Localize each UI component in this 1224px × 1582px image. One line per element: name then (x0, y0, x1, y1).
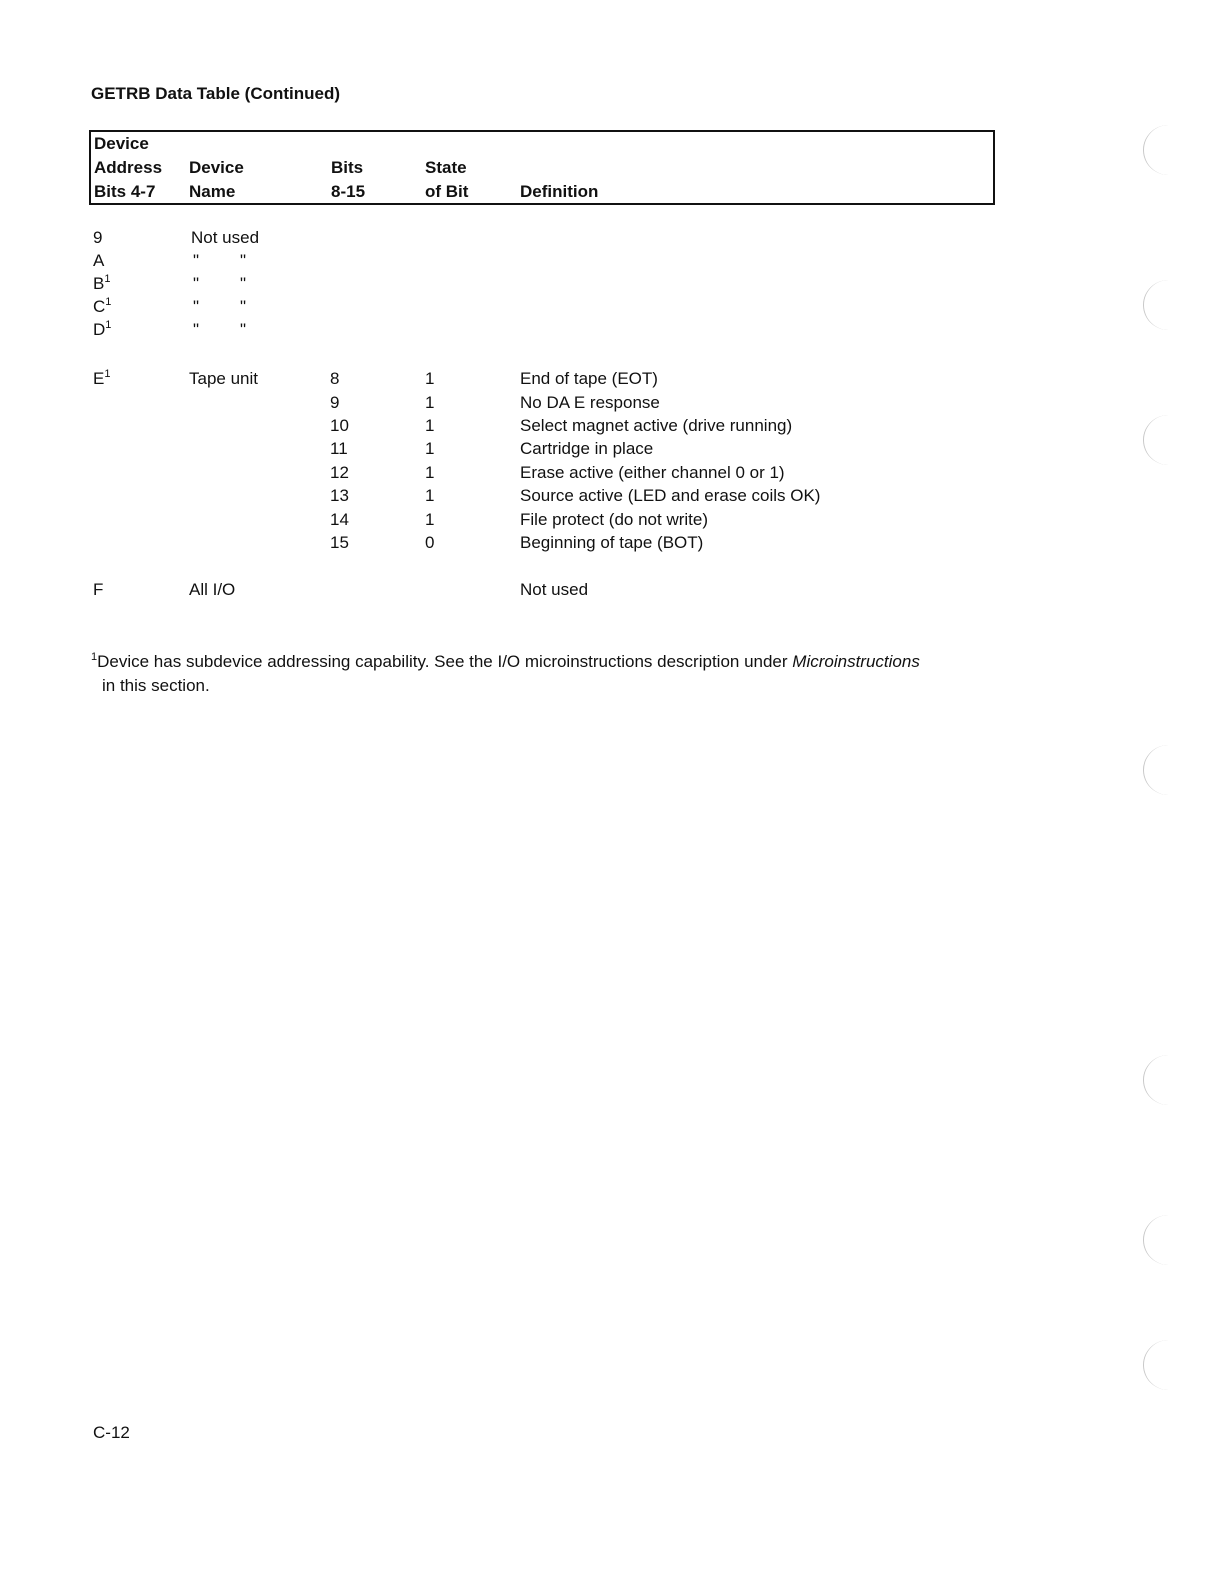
header-text: Address (94, 158, 163, 177)
table-row (0, 531, 1224, 555)
device-name: All I/O (189, 580, 236, 599)
bit-state: 0 (425, 533, 435, 552)
table-row (0, 249, 1224, 273)
bit-definition: File protect (do not write) (520, 510, 709, 529)
footnote-italic-term: Microinstructions (792, 652, 920, 671)
footnote (91, 650, 991, 698)
footnote-text: Device has subdevice addressing capability. See the I/O microinstructions description under (97, 652, 793, 671)
bit-number: 14 (330, 510, 349, 529)
device-address (93, 318, 111, 342)
binder-hole-mark (1143, 745, 1194, 795)
device-name: Tape unit (189, 369, 258, 388)
header-bits (331, 156, 365, 204)
table-row (0, 461, 1224, 485)
binder-hole-mark (1143, 280, 1194, 330)
bit-state: 1 (425, 486, 435, 505)
ditto-mark: " (193, 320, 200, 339)
bit-number: 9 (330, 393, 340, 412)
ditto-mark: " (240, 274, 247, 293)
header-text: Definition (520, 182, 599, 201)
footnote-marker: 1 (105, 319, 112, 331)
bit-state: 1 (425, 463, 435, 482)
ditto-mark: " (240, 297, 247, 316)
address-letter: B (93, 274, 105, 293)
table-title: GETRB Data Table (Continued) (91, 84, 341, 103)
bit-definition: End of tape (EOT) (520, 369, 658, 388)
table-row (0, 508, 1224, 532)
bit-number: 8 (330, 369, 340, 388)
header-device-address (94, 132, 162, 204)
table-row (0, 578, 1224, 602)
bit-state: 1 (425, 416, 435, 435)
header-text: of Bit (425, 182, 469, 201)
address-letter: C (93, 297, 106, 316)
header-text: Bits 4-7 (94, 182, 156, 201)
bit-definition: Select magnet active (drive running) (520, 416, 793, 435)
ditto-mark: " (240, 251, 247, 270)
table-row (0, 272, 1224, 296)
bit-definition: Not used (520, 580, 589, 599)
binder-hole-mark (1143, 1340, 1194, 1390)
table-row (0, 414, 1224, 438)
bit-definition: Beginning of tape (BOT) (520, 533, 704, 552)
table-row (0, 391, 1224, 415)
table-row (0, 367, 1224, 391)
header-text: Device (94, 134, 149, 153)
table-row (0, 226, 1224, 250)
header-text: Device (189, 158, 244, 177)
footnote-text: in this section. (102, 676, 210, 695)
device-address: A (93, 251, 105, 270)
bit-state: 1 (425, 369, 435, 388)
header-text: 8-15 (331, 182, 366, 201)
footnote-marker: 1 (104, 273, 111, 285)
bit-number: 13 (330, 486, 349, 505)
device-name: Not used (191, 228, 260, 247)
device-address (93, 295, 111, 319)
header-text: Bits (331, 158, 364, 177)
bit-number: 10 (330, 416, 349, 435)
ditto-mark: " (193, 274, 200, 293)
device-address: 9 (93, 228, 103, 247)
bit-definition: No DA E response (520, 393, 660, 412)
binder-hole-mark (1143, 1055, 1194, 1105)
header-device-name (189, 156, 244, 204)
binder-hole-mark (1143, 1215, 1194, 1265)
table-row (0, 484, 1224, 508)
bit-state: 1 (425, 439, 435, 458)
header-text: Name (189, 182, 236, 201)
address-letter: E (93, 369, 105, 388)
bit-state: 1 (425, 510, 435, 529)
table-row (0, 437, 1224, 461)
bit-definition: Erase active (either channel 0 or 1) (520, 463, 785, 482)
footnote-marker: 1 (91, 651, 98, 663)
header-state-of-bit (425, 156, 468, 204)
address-letter: D (93, 320, 106, 339)
footnote-marker: 1 (105, 296, 112, 308)
binder-hole-mark (1143, 125, 1194, 175)
ditto-mark: " (193, 297, 200, 316)
bit-number: 12 (330, 463, 349, 482)
device-address (93, 367, 110, 391)
device-address: F (93, 580, 104, 599)
bit-definition: Cartridge in place (520, 439, 654, 458)
footnote-marker: 1 (104, 368, 111, 380)
ditto-mark: " (193, 251, 200, 270)
ditto-mark: " (240, 320, 247, 339)
bit-definition: Source active (LED and erase coils OK) (520, 486, 821, 505)
header-text: State (425, 158, 467, 177)
device-address (93, 272, 110, 296)
table-row (0, 295, 1224, 319)
header-definition (520, 180, 598, 204)
footnote-line (91, 650, 991, 674)
bit-number: 15 (330, 533, 349, 552)
table-row (0, 318, 1224, 342)
binder-hole-mark (1143, 415, 1194, 465)
table-header (89, 130, 995, 205)
bit-number: 11 (330, 439, 348, 458)
bit-state: 1 (425, 393, 435, 412)
page-number: C-12 (93, 1423, 130, 1442)
